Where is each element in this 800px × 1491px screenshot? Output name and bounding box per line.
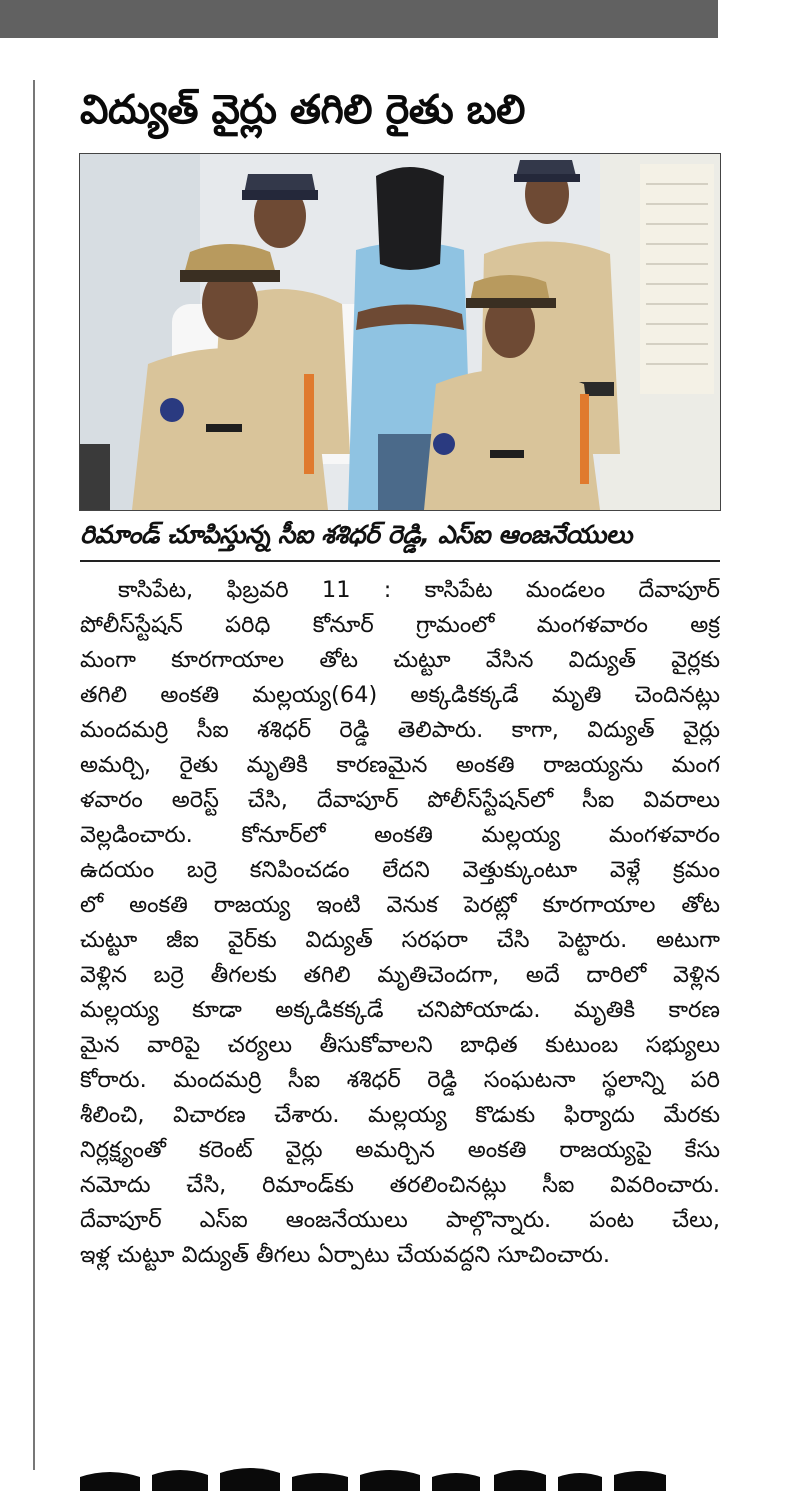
police-group-photo — [80, 154, 720, 510]
article-line: అమర్చి, రైతు మృతికి కారణమైన అంకతి రాజయ్యను మంగ — [80, 752, 720, 778]
photo-caption: రిమాండ్ చూపిస్తున్న సీఐ శశిధర్ రెడ్డి, ఎస్ఐ ఆంజనేయులు — [80, 520, 632, 549]
news-photo — [79, 153, 721, 511]
article-line: మంగా కూరగాయాల తోట చుట్టూ వేసిన విద్యుత్ వైర్లకు — [80, 647, 720, 673]
cropped-headline-glyphs — [80, 1465, 720, 1491]
article-line: ళవారం అరెస్ట్ చేసి, దేవాపూర్ పోలీస్‌స్టేషన్‌లో సీఐ వివరాలు — [80, 787, 720, 813]
header-bar — [0, 0, 718, 38]
article-line: మైన వారిపై చర్యలు తీసుకోవాలని బాధిత కుటుంబ సభ్యులు — [80, 1032, 720, 1058]
next-article-headline-cropped — [80, 1465, 720, 1491]
article-line: వెళ్లిన బర్రె తీగలకు తగిలి మృతిచెందగా, అదే దారిలో వెళ్లిన — [80, 962, 720, 988]
article-line: పోలీస్‌స్టేషన్ పరిధి కోనూర్ గ్రామంలో మంగళవారం అక్ర — [80, 612, 720, 638]
article-line: కాసిపేట, ఫిబ్రవరి 11 : కాసిపేట మండలం దేవాపూర్ — [118, 577, 720, 603]
article-line: వెల్లడించారు. కోనూర్‌లో అంకతి మల్లయ్య మంగళవారం — [80, 822, 720, 848]
article-line: లో అంకతి రాజయ్య ఇంటి వెనుక పెరట్లో కూరగాయాల తోట — [80, 892, 720, 918]
column-divider — [33, 80, 35, 1470]
article-line: తగిలి అంకతి మల్లయ్య(64) అక్కడికక్కడే మృతి చెందినట్లు — [80, 682, 720, 708]
article-line: మందమర్రి సీఐ శశిధర్ రెడ్డి తెలిపారు. కాగా, విద్యుత్ వైర్లు — [80, 717, 720, 743]
article-line: శీలించి, విచారణ చేశారు. మల్లయ్య కొడుకు ఫిర్యాదు మేరకు — [80, 1102, 720, 1128]
article-body — [80, 573, 720, 1273]
article-line: దేవాపూర్ ఎస్ఐ ఆంజనేయులు పాల్గొన్నారు. పంట చేలు, — [80, 1207, 720, 1233]
article-line: మల్లయ్య కూడా అక్కడికక్కడే చనిపోయాడు. మృతికి కారణ — [80, 997, 720, 1023]
article-line: చుట్టూ జీఐ వైర్‌కు విద్యుత్ సరఫరా చేసి పెట్టారు. అటుగా — [80, 927, 720, 953]
article-line: ఇళ్ల చుట్టూ విద్యుత్ తీగలు ఏర్పాటు చేయవద్దని సూచించారు. — [80, 1242, 610, 1268]
article-line: నిర్లక్ష్యంతో కరెంట్ వైర్లు అమర్చిన అంకతి రాజయ్యపై కేసు — [80, 1137, 720, 1163]
caption-divider — [80, 560, 720, 562]
headline: విద్యుత్ వైర్లు తగిలి రైతు బలి — [80, 87, 525, 133]
article-line: ఉదయం బర్రె కనిపించడం లేదని వెత్తుక్కుంటూ వెళ్లే క్రమం — [80, 857, 720, 883]
article-line: నమోదు చేసి, రిమాండ్‌కు తరలించినట్లు సీఐ వివరించారు. — [80, 1172, 720, 1198]
article-line: కోరారు. మందమర్రి సీఐ శశిధర్ రెడ్డి సంఘటనా స్థలాన్ని పరి — [80, 1067, 720, 1093]
page-margin — [718, 0, 800, 1491]
